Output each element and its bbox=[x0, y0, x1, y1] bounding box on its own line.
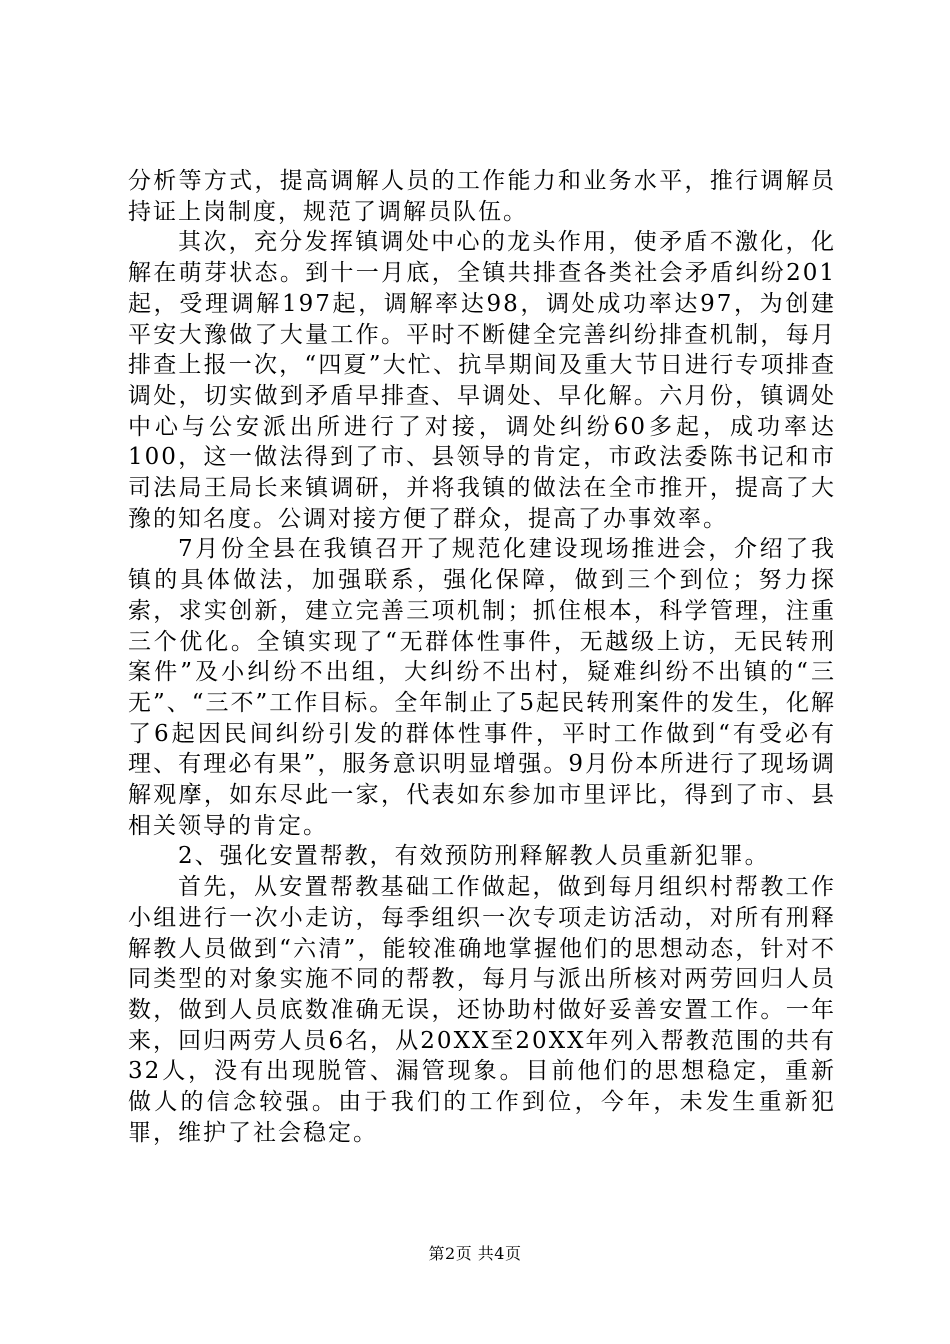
paragraph-mediation-center: 其次，充分发挥镇调处中心的龙头作用，使矛盾不激化，化解在萌芽状态。到十一月底，全镇共排查各类社会矛盾纠纷201起，受理调解197起，调解率达98，调处成功率达97，为创建平安大豫做了大量工作。平时不断健全完善纠纷排查机制，每月排查上报一次，“四夏”大忙、抗旱期间及重大节日进行专项排查调处，切实做到矛盾早排查、早调处、早化解。六月份，镇调处中心与公安派出所进行了对接，调处纠纷60多起，成功率达100，这一做法得到了市、县领导的肯定，市政法委陈书记和市司法局王局长来镇调研，并将我镇的做法在全市推开，提高了大豫的知名度。公调对接方便了群众，提高了办事效率。 bbox=[128, 229, 836, 532]
paragraph-resettlement-work: 首先，从安置帮教基础工作做起，做到每月组织村帮教工作小组进行一次小走访，每季组织一次专项走访活动，对所有刑释解教人员做到“六清”，能较准确地掌握他们的思想动态，针对不同类型的对象实施不同的帮教，每月与派出所核对两劳回归人员数，做到人员底数准确无误，还协助村做好妥善安置工作。一年来，回归两劳人员6名，从20XX至20XX年列入帮教范围的共有32人，没有出现脱管、漏管现象。目前他们的思想稳定，重新做人的信念较强。由于我们的工作到位，今年，未发生重新犯罪，维护了社会稳定。 bbox=[128, 874, 836, 1146]
paragraph-july-meeting: 7月份全县在我镇召开了规范化建设现场推进会，介绍了我镇的具体做法，加强联系，强化保障，做到三个到位；努力探索，求实创新，建立完善三项机制；抓住根本，科学管理，注重三个优化。全镇实现了“无群体性事件，无越级上访，无民转刑案件”及小纠纷不出组，大纠纷不出村，疑难纠纷不出镇的“三无”、“三不”工作目标。全年制止了5起民转刑案件的发生，化解了6起因民间纠纷引发的群体性事件，平时工作做到“有受必有理、有理必有果”，服务意识明显增强。9月份本所进行了现场调解观摩，如东尽此一家，代表如东参加市里评比，得到了市、县相关领导的肯定。 bbox=[128, 536, 836, 839]
page-number-footer: 第2页 共4页 bbox=[428, 1244, 522, 1263]
document-body bbox=[128, 166, 836, 1149]
paragraph-continuation: 分析等方式，提高调解人员的工作能力和业务水平，推行调解员持证上岗制度，规范了调解员队伍。 bbox=[128, 168, 836, 225]
section-heading-resettlement: 2、强化安置帮教，有效预防刑释解教人员重新犯罪。 bbox=[178, 843, 770, 870]
